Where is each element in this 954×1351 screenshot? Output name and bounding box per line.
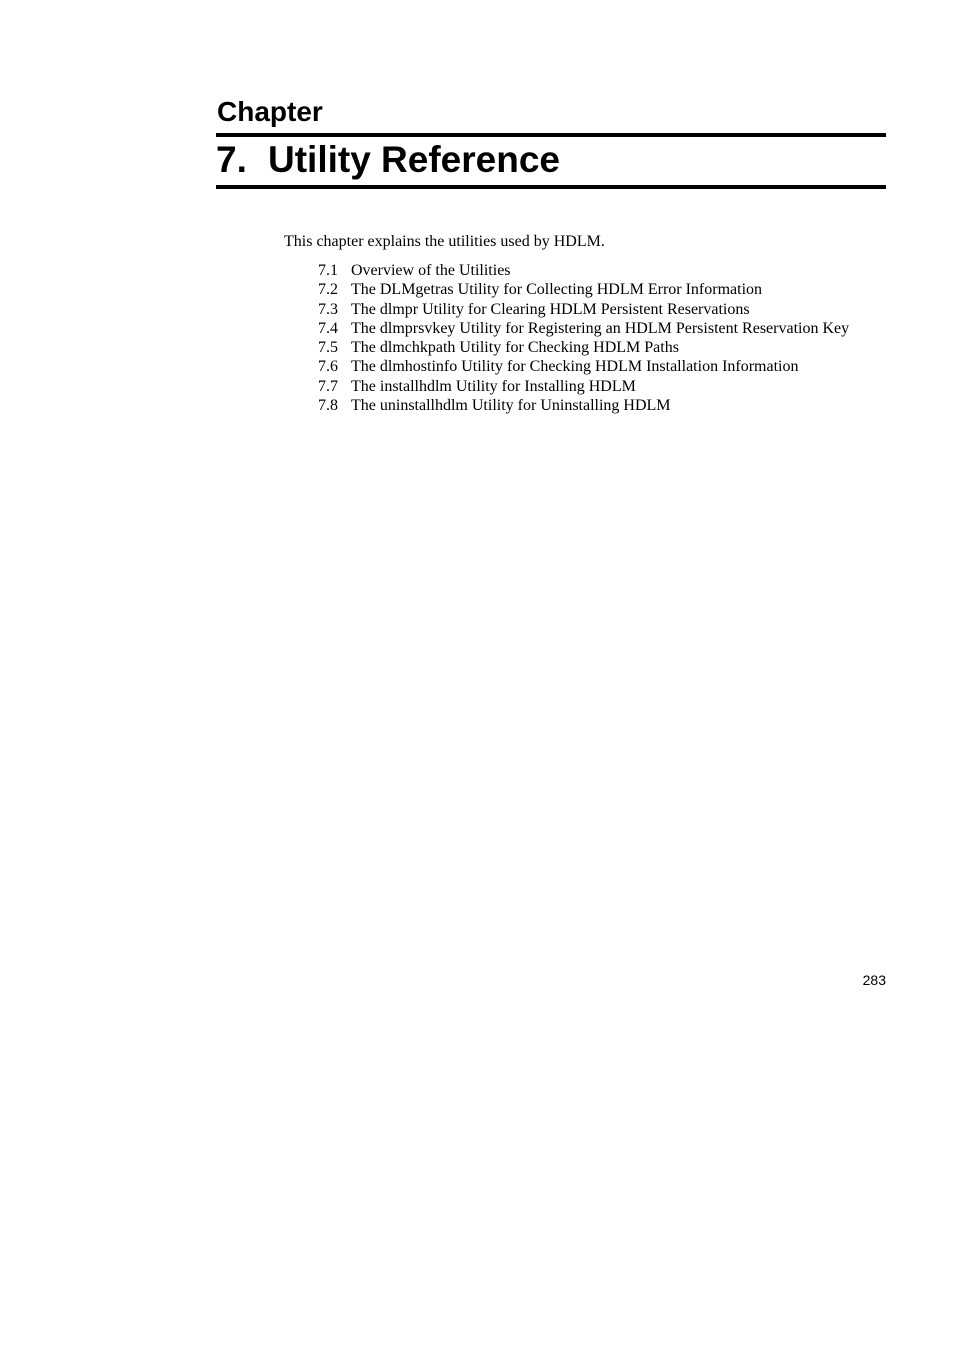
toc-section-title: The dlmpr Utility for Clearing HDLM Persistent Reservations <box>351 300 750 318</box>
toc-section-title: The dlmhostinfo Utility for Checking HDLM Installation Information <box>351 358 799 376</box>
toc-section-number: 7.6 <box>318 358 338 376</box>
toc-item-7-6[interactable] <box>318 357 878 376</box>
toc-item-7-3[interactable] <box>318 300 878 319</box>
toc-section-number: 7.2 <box>318 281 338 299</box>
toc-section-title: The installhdlm Utility for Installing HDLM <box>351 377 636 395</box>
toc-section-number: 7.8 <box>318 397 338 415</box>
page-number: 283 <box>862 972 886 988</box>
chapter-title-text: Utility Reference <box>268 139 560 180</box>
toc-item-7-1[interactable] <box>318 261 878 280</box>
chapter-contents-list <box>318 261 878 415</box>
toc-item-7-8[interactable] <box>318 396 878 415</box>
toc-section-number: 7.5 <box>318 339 338 357</box>
toc-section-title: The uninstallhdlm Utility for Uninstalling HDLM <box>351 397 671 415</box>
toc-section-title: Overview of the Utilities <box>351 262 511 279</box>
intro-paragraph: This chapter explains the utilities used by HDLM. <box>284 233 605 250</box>
toc-item-7-2[interactable] <box>318 280 878 299</box>
toc-item-7-4[interactable] <box>318 319 878 338</box>
chapter-rule-top <box>216 133 886 137</box>
chapter-label: Chapter <box>217 96 323 127</box>
toc-item-7-5[interactable] <box>318 338 878 357</box>
toc-section-title: The DLMgetras Utility for Collecting HDLM Error Information <box>351 281 763 299</box>
toc-item-7-7[interactable] <box>318 377 878 396</box>
toc-section-title: The dlmprsvkey Utility for Registering an HDLM Persistent Reservation Key <box>351 319 850 337</box>
chapter-number: 7. <box>216 139 247 180</box>
chapter-rule-bottom <box>216 185 886 189</box>
toc-section-number: 7.3 <box>318 300 338 318</box>
toc-section-number: 7.7 <box>318 377 338 395</box>
chapter-title <box>216 138 560 182</box>
toc-section-number: 7.4 <box>318 319 338 337</box>
toc-section-title: The dlmchkpath Utility for Checking HDLM Paths <box>351 339 679 357</box>
toc-section-number: 7.1 <box>318 262 338 279</box>
